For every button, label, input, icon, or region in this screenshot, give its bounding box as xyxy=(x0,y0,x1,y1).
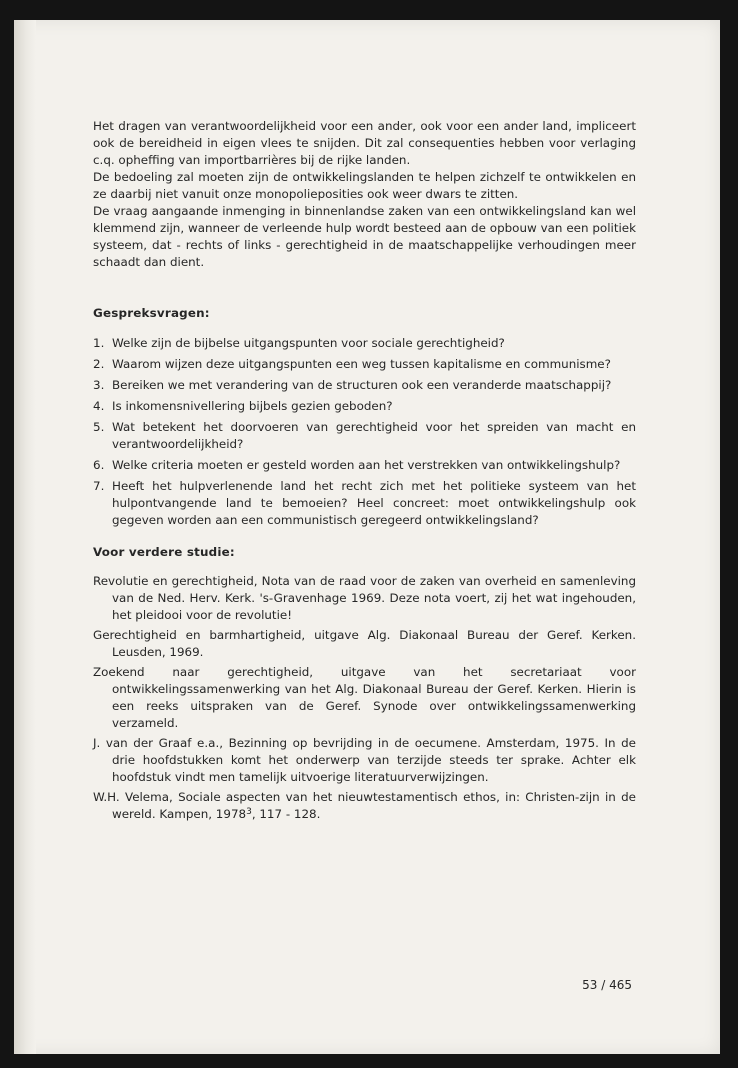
reference-text: W.H. Velema, Sociale aspecten van het nieuwtestamentisch ethos, in: Christen-zijn in de wereld. Kampen, 1978 xyxy=(93,790,636,821)
intro-paragraph-2: De bedoeling zal moeten zijn de ontwikkelingslanden te helpen zichzelf te ontwikkelen en ze daarbij niet vanuit onze monopolieposities ook weer dwars te zitten. xyxy=(93,170,636,201)
question-item xyxy=(93,356,636,373)
question-item xyxy=(93,478,636,529)
edition-superscript: 3 xyxy=(246,807,252,817)
document-page xyxy=(14,20,720,1054)
question-number: 4. xyxy=(93,399,105,413)
questions-heading: Gespreksvragen: xyxy=(93,306,210,320)
question-text: Waarom wijzen deze uitgangspunten een weg tussen kapitalisme en communisme? xyxy=(112,357,611,371)
question-number: 7. xyxy=(93,479,105,493)
reference-item: J. van der Graaf e.a., Bezinning op bevrijding in de oecumene. Amsterdam, 1975. In de drie hoofdstukken komt het onderwerp van terzijde steeds ter sprake. Achter elk hoofdstuk vindt men tamelijk uitvoerige literatuurverwijzingen. xyxy=(93,736,636,784)
question-item xyxy=(93,377,636,394)
questions-list xyxy=(93,335,636,529)
question-text: Welke zijn de bijbelse uitgangspunten voor sociale gerechtigheid? xyxy=(112,336,505,350)
intro-paragraph-1: Het dragen van verantwoordelijkheid voor een ander, ook voor een ander land, impliceert ook de bereidheid in eigen vlees te snijden. Dit zal consequenties hebben voor verlaging c.q. opheffing van importbarrières bij de rijke landen. xyxy=(93,119,636,167)
question-number: 5. xyxy=(93,420,105,434)
question-text: Heeft het hulpverlenende land het recht zich met het politieke systeem van het hulpontvangende land te bemoeien? Heel concreet: moet ontwikkelingshulp ook gegeven worden aan een communistisch geregeerd ontwikkelingsland? xyxy=(112,479,636,527)
page-edge-shadow xyxy=(14,20,36,1054)
reference-item: Zoekend naar gerechtigheid, uitgave van het secretariaat voor ontwikkelingssamenwerking van het Alg. Diakonaal Bureau der Geref. Kerken. Hierin is een reeks uitspraken van de Geref. Synode over ontwikkelingssamenwerking verzameld. xyxy=(93,665,636,730)
reference-pages: , 117 - 128. xyxy=(251,807,321,821)
question-text: Bereiken we met verandering van de structuren ook een veranderde maatschappij? xyxy=(112,378,612,392)
intro-paragraph-3: De vraag aangaande inmenging in binnenlandse zaken van een ontwikkelingsland kan wel klemmend zijn, wanneer de verleende hulp wordt besteed aan de opbouw van een politiek systeem, dat - rechts of links - gerechtigheid in de maatschappelijke verhoudingen meer schaadt dan dient. xyxy=(93,204,636,269)
reference-item: Gerechtigheid en barmhartigheid, uitgave Alg. Diakonaal Bureau der Geref. Kerken. Leusden, 1969. xyxy=(93,628,636,659)
page-content xyxy=(93,118,636,826)
page-number: 53 / 465 xyxy=(582,978,632,992)
question-number: 1. xyxy=(93,336,105,350)
question-text: Is inkomensnivellering bijbels gezien geboden? xyxy=(112,399,393,413)
question-text: Wat betekent het doorvoeren van gerechtigheid voor het spreiden van macht en verantwoordelijkheid? xyxy=(112,420,636,451)
reference-item: Revolutie en gerechtigheid, Nota van de raad voor de zaken van overheid en samenleving van de Ned. Herv. Kerk. 's-Gravenhage 1969. Deze nota voert, zij het wat ingehouden, het pleidooi voor de revolutie! xyxy=(93,574,636,622)
question-number: 3. xyxy=(93,378,105,392)
reference-item-last xyxy=(93,789,636,823)
question-item xyxy=(93,398,636,415)
question-item xyxy=(93,419,636,453)
question-number: 6. xyxy=(93,458,105,472)
question-item xyxy=(93,335,636,352)
question-number: 2. xyxy=(93,357,105,371)
study-heading: Voor verdere studie: xyxy=(93,545,235,559)
question-text: Welke criteria moeten er gesteld worden aan het verstrekken van ontwikkelingshulp? xyxy=(112,458,621,472)
question-item xyxy=(93,457,636,474)
references-list xyxy=(93,573,636,823)
